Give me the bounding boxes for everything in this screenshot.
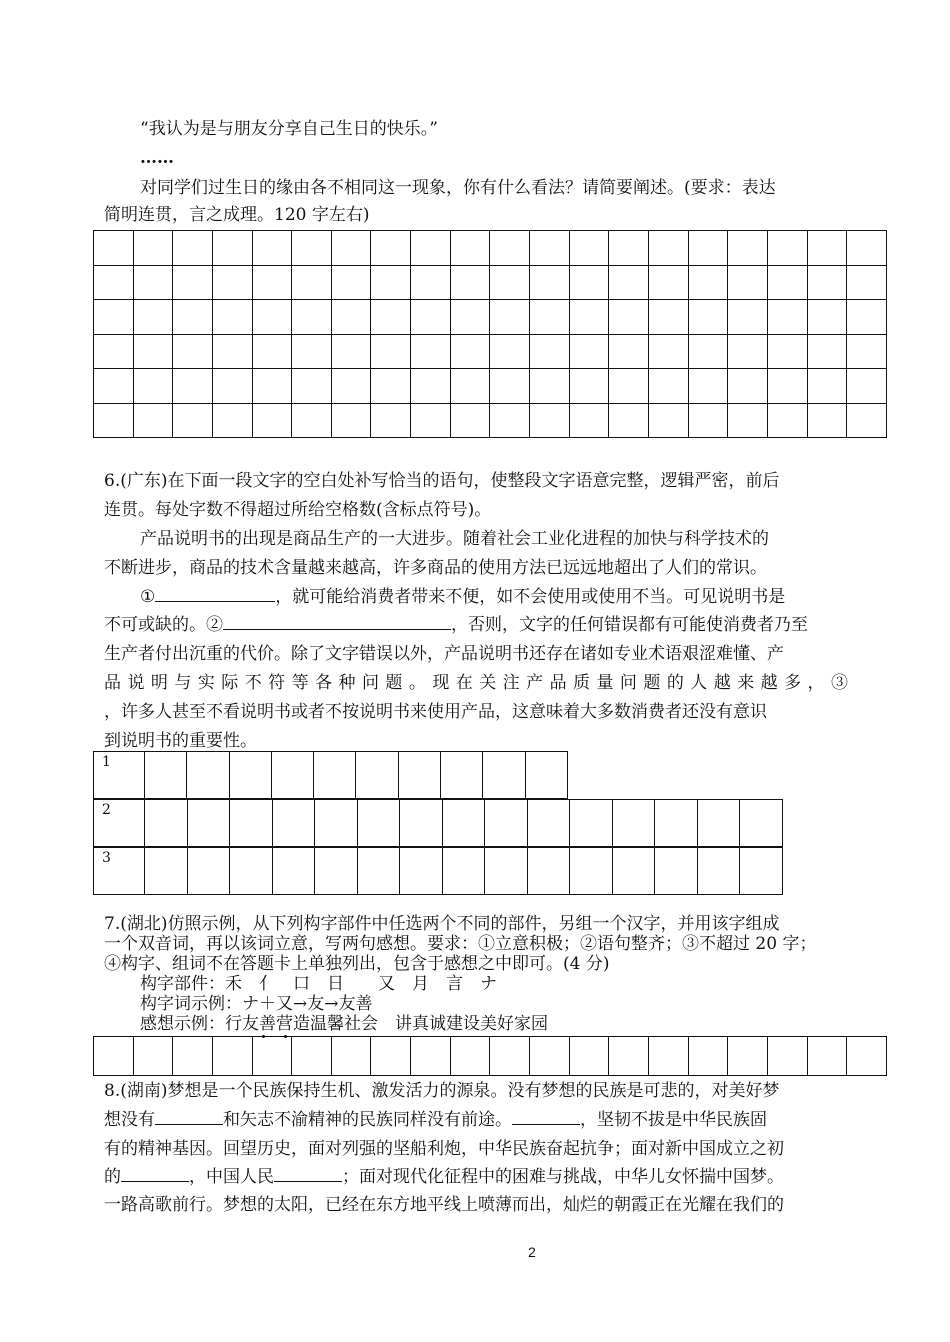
grid-cell[interactable] [252,1037,292,1076]
grid-cell[interactable] [648,300,688,335]
grid-cell[interactable] [212,265,252,300]
fill-blank-q8-3[interactable] [121,1166,189,1182]
q8-line2-a: 想没有 [104,1110,155,1130]
q6-line-1: 6.(广东)在下面一段文字的空白处补写恰当的语句，使整段文字语意完整，逻辑严密，前后 [104,471,780,491]
grid-cell[interactable] [411,334,451,369]
grid-cell[interactable] [292,231,332,266]
q7-line-3: ④构字、组词不在答题卡上单独列出，包含于感想之中即可。(4 分) [104,954,610,974]
row-label-1: 1 [94,752,145,799]
example-thought-label: 感想示例： [140,1014,225,1034]
grid-cell[interactable] [767,1037,807,1076]
grid-cell[interactable] [331,369,371,404]
grid-cell[interactable] [212,334,252,369]
q8-line-3: 有的精神基因。回望历史，面对列强的坚船利炮，中华民族奋起抗争；面对新中国成立之初 [104,1139,784,1159]
grid-cell[interactable] [292,265,332,300]
grid-cell[interactable] [728,369,768,404]
grid-cell[interactable] [807,334,847,369]
grid-cell[interactable] [569,334,609,369]
grid-cell[interactable] [173,334,213,369]
grid-cell[interactable] [530,403,570,438]
fill-blank-q8-2[interactable] [512,1109,580,1125]
grid-cell[interactable] [847,265,887,300]
grid-cell[interactable] [252,334,292,369]
q7-line-2: 一个双音词，再以该词立意，写两句感想。要求：①立意积极；②语句整齐；③不超过 20 字； [104,934,817,954]
grid-cell[interactable] [173,231,213,266]
q6-paragraph2-line5: ，许多人甚至不看说明书或者不按说明书来使用产品，这意味着大多数消费者还没有意识 [104,702,767,722]
thought-answer-grid[interactable] [93,1036,887,1076]
grid-cell[interactable] [173,369,213,404]
grid-cell[interactable] [331,265,371,300]
grid-cell[interactable] [609,334,649,369]
grid-cell[interactable] [609,369,649,404]
blank-marker-1: ① [140,587,156,607]
q6-paragraph2-line6: 到说明书的重要性。 [104,731,257,751]
grid-cell[interactable] [807,369,847,404]
grid-cell[interactable] [371,231,411,266]
grid-cell[interactable] [450,369,490,404]
grid-cell[interactable] [94,265,134,300]
grid-cell[interactable] [133,369,173,404]
grid-cell[interactable] [767,403,807,438]
grid-cell[interactable] [648,265,688,300]
answer-row-3[interactable] [93,847,783,895]
grid-cell[interactable] [331,403,371,438]
q6-line-2: 连贯。每处字数不得超过所给空格数(含标点符号)。 [104,500,492,520]
grid-cell[interactable] [133,403,173,438]
grid-cell[interactable] [807,403,847,438]
grid-cell[interactable] [530,231,570,266]
q6-p2-line2-rest: ，否则，文字的任何错误都有可能使消费者乃至 [451,615,808,635]
grid-cell[interactable] [173,403,213,438]
grid-cell[interactable] [688,231,728,266]
ellipsis: …… [140,148,174,168]
grid-cell[interactable] [371,265,411,300]
grid-cell[interactable] [609,265,649,300]
fill-blank-q8-4[interactable] [274,1166,342,1182]
q8-line2-c: ，坚韧不拔是中华民族固 [580,1110,767,1130]
grid-cell[interactable] [94,334,134,369]
grid-cell[interactable] [450,403,490,438]
essay-answer-grid[interactable] [93,230,887,438]
grid-cell[interactable] [212,369,252,404]
grid-cell[interactable] [530,1037,570,1076]
q6-paragraph2-line3: 生产者付出沉重的代价。除了文字错误以外，产品说明书还存在诸如专业术语艰涩难懂、产 [104,644,784,664]
grid-cell[interactable] [450,300,490,335]
grid-cell[interactable] [569,369,609,404]
grid-cell[interactable] [133,334,173,369]
grid-cell[interactable] [490,1037,530,1076]
fill-blank-q8-1[interactable] [155,1109,223,1125]
grid-cell[interactable] [411,1037,451,1076]
q6-p2-line1-text: ，就可能给消费者带来不便，如不会使用或使用不当。可见说明书是 [275,587,786,607]
grid-cell[interactable] [609,403,649,438]
grid-cell[interactable] [688,300,728,335]
q8-line4-c: ；面对现代化征程中的困难与挑战，中华儿女怀揣中国梦。 [342,1167,784,1187]
parts-list: 禾 亻 口 日 又 月 言 ナ [225,974,497,994]
grid-cell[interactable] [569,231,609,266]
grid-cell[interactable] [94,403,134,438]
grid-cell[interactable] [767,334,807,369]
grid-cell[interactable] [331,231,371,266]
grid-cell[interactable] [807,231,847,266]
q7-example-word [140,995,373,1013]
grid-cell[interactable] [530,369,570,404]
fill-blank-2[interactable] [223,614,451,630]
grid-cell[interactable] [847,403,887,438]
grid-cell[interactable] [331,300,371,335]
grid-cell[interactable] [331,334,371,369]
q6-paragraph2-line1 [140,586,785,608]
grid-cell[interactable] [688,369,728,404]
grid-cell[interactable] [411,300,451,335]
grid-cell[interactable] [767,265,807,300]
grid-cell[interactable] [173,265,213,300]
q7-line-1: 7.(湖北)仿照示例，从下列构字部件中任选两个不同的部件，另组一个汉字，并用该字组成 [104,914,780,934]
grid-cell[interactable] [94,300,134,335]
grid-cell[interactable] [728,1037,768,1076]
grid-cell[interactable] [728,231,768,266]
q7-parts [140,975,497,993]
q8-line-1: 8.(湖南)梦想是一个民族保持生机、激发活力的源泉。没有梦想的民族是可悲的，对美好梦 [104,1081,780,1101]
q8-line-2 [104,1109,767,1131]
q8-line-5: 一路高歌前行。梦想的太阳，已经在东方地平线上喷薄而出，灿烂的朝霞正在光耀在我们的 [104,1195,784,1215]
grid-cell[interactable] [767,300,807,335]
grid-cell[interactable] [807,265,847,300]
grid-cell[interactable] [609,1037,649,1076]
answer-row-2[interactable] [93,799,783,847]
grid-cell[interactable] [847,369,887,404]
grid-cell[interactable] [173,1037,213,1076]
q6-paragraph1-line1: 产品说明书的出现是商品生产的一大进步。随着社会工业化进程的加快与科学技术的 [140,529,769,549]
grid-cell[interactable] [767,231,807,266]
grid-cell[interactable] [212,300,252,335]
grid-cell[interactable] [292,334,332,369]
grid-cell[interactable] [133,300,173,335]
parts-label: 构字部件： [140,974,225,994]
grid-cell[interactable] [530,265,570,300]
grid-cell[interactable] [847,334,887,369]
q8-line2-b: 和矢志不渝精神的民族同样没有前途。 [223,1110,512,1130]
grid-cell[interactable] [648,1037,688,1076]
grid-cell[interactable] [728,300,768,335]
grid-cell[interactable] [490,231,530,266]
grid-cell[interactable] [133,265,173,300]
q7-example-thought [140,1015,548,1033]
grid-cell[interactable] [847,1037,887,1076]
grid-cell[interactable] [94,231,134,266]
q6-paragraph1-line2: 不断进步，商品的技术含量越来越高，许多商品的使用方法已远远地超出了人们的常识。 [104,558,767,578]
grid-cell[interactable] [252,300,292,335]
grid-cell[interactable] [807,1037,847,1076]
grid-cell[interactable] [450,1037,490,1076]
grid-cell[interactable] [728,334,768,369]
grid-cell[interactable] [688,334,728,369]
prompt-line-1: 对同学们过生日的缘由各不相同这一现象，你有什么看法？请简要阐述。(要求：表达 [140,178,776,198]
grid-cell[interactable] [569,1037,609,1076]
grid-cell[interactable] [490,265,530,300]
grid-cell[interactable] [371,334,411,369]
grid-cell[interactable] [292,369,332,404]
grid-cell[interactable] [292,1037,332,1076]
q8-line-4 [104,1166,784,1188]
grid-cell[interactable] [411,265,451,300]
grid-cell[interactable] [847,300,887,335]
grid-cell[interactable] [530,334,570,369]
grid-cell[interactable] [490,369,530,404]
quote-line: “我认为是与朋友分享自己生日的快乐。” [140,119,438,139]
grid-cell[interactable] [569,403,609,438]
grid-cell[interactable] [569,300,609,335]
grid-cell[interactable] [292,300,332,335]
grid-cell[interactable] [450,334,490,369]
grid-cell[interactable] [411,403,451,438]
grid-cell[interactable] [530,300,570,335]
grid-cell[interactable] [371,300,411,335]
answer-row-1[interactable] [93,751,568,799]
grid-cell[interactable] [728,403,768,438]
example-word: ナ＋又→友→友善 [242,994,373,1014]
grid-cell[interactable] [688,1037,728,1076]
row-label-2: 2 [94,800,145,847]
grid-cell[interactable] [648,334,688,369]
grid-cell[interactable] [371,369,411,404]
grid-cell[interactable] [212,1037,252,1076]
grid-cell[interactable] [252,369,292,404]
grid-cell[interactable] [252,265,292,300]
grid-cell[interactable] [847,231,887,266]
example-thought: 行友善营造温馨社会 讲真诚建设美好家园 [225,1014,548,1034]
grid-cell[interactable] [767,369,807,404]
grid-cell[interactable] [133,1037,173,1076]
grid-cell[interactable] [371,1037,411,1076]
grid-cell[interactable] [688,265,728,300]
grid-cell[interactable] [411,231,451,266]
q8-line4-b: ，中国人民 [189,1167,274,1187]
q6-p2-line2-start: 不可或缺的。② [104,615,223,635]
grid-cell[interactable] [252,231,292,266]
q8-line4-a: 的 [104,1167,121,1187]
grid-cell[interactable] [648,403,688,438]
grid-cell[interactable] [648,369,688,404]
grid-cell[interactable] [569,265,609,300]
grid-cell[interactable] [371,403,411,438]
row-label-3: 3 [94,848,145,895]
grid-cell[interactable] [411,369,451,404]
grid-cell[interactable] [212,403,252,438]
grid-cell[interactable] [212,231,252,266]
grid-cell[interactable] [609,231,649,266]
prompt-line-2: 简明连贯，言之成理。120 字左右) [104,205,370,225]
grid-cell[interactable] [292,403,332,438]
grid-cell[interactable] [450,231,490,266]
q6-paragraph2-line2 [104,614,808,636]
q6-paragraph2-line4: 品说明与实际不符等各种问题。现在关注产品质量问题的人越来越多，③ [104,673,848,693]
grid-cell[interactable] [252,403,292,438]
grid-cell[interactable] [133,231,173,266]
grid-cell[interactable] [728,265,768,300]
example-word-label: 构字词示例： [140,994,242,1014]
grid-cell[interactable] [450,265,490,300]
grid-cell[interactable] [331,1037,371,1076]
grid-cell[interactable] [94,1037,134,1076]
page-number: 2 [528,1244,536,1260]
grid-cell[interactable] [173,300,213,335]
grid-cell[interactable] [609,300,649,335]
grid-cell[interactable] [490,403,530,438]
grid-cell[interactable] [688,403,728,438]
fill-blank-1[interactable] [155,586,275,602]
grid-cell[interactable] [648,231,688,266]
grid-cell[interactable] [490,300,530,335]
grid-cell[interactable] [490,334,530,369]
grid-cell[interactable] [94,369,134,404]
grid-cell[interactable] [807,300,847,335]
